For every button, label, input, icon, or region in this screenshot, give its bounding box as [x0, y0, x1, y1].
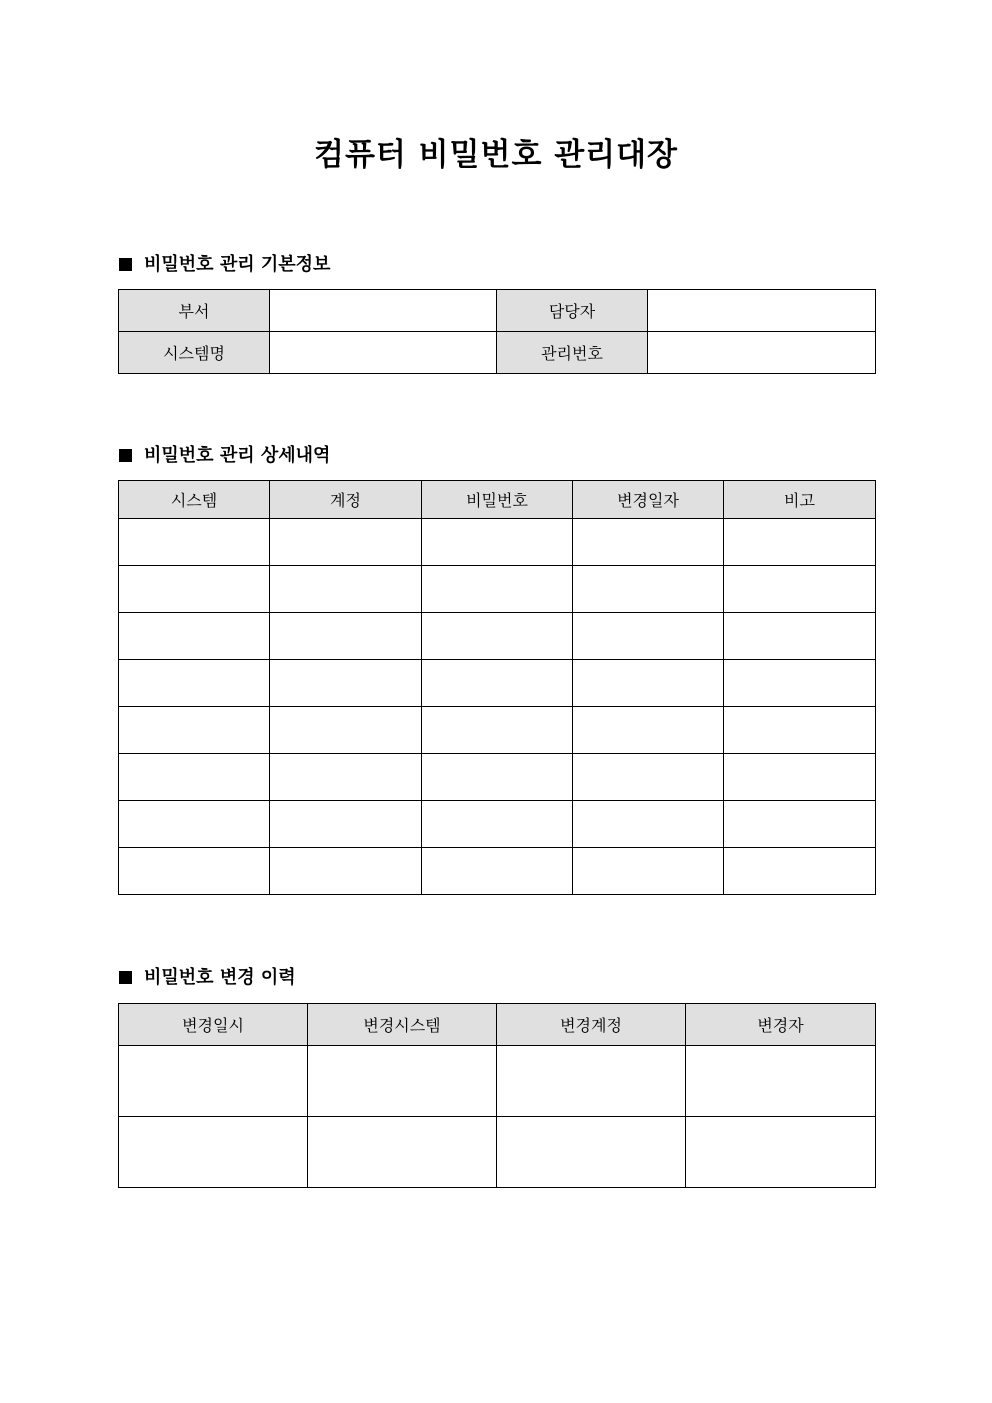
value-department[interactable] — [270, 290, 497, 332]
table-cell[interactable] — [724, 707, 876, 754]
table-header-row — [119, 481, 876, 519]
section-heading-basic-info — [119, 253, 330, 277]
table-cell[interactable] — [308, 1046, 497, 1117]
table-cell[interactable] — [573, 801, 724, 848]
section-heading-details-text: 비밀번호 관리 상세내역 — [144, 445, 331, 466]
table-cell[interactable] — [422, 613, 573, 660]
section-heading-details — [119, 444, 330, 468]
table-cell[interactable] — [724, 660, 876, 707]
column-header-changed-system: 변경시스템 — [308, 1004, 497, 1046]
section-heading-history — [119, 966, 296, 990]
table-cell[interactable] — [573, 613, 724, 660]
label-system-name: 시스템명 — [119, 332, 270, 374]
table-cell[interactable] — [422, 801, 573, 848]
table-cell[interactable] — [119, 707, 270, 754]
value-system-name[interactable] — [270, 332, 497, 374]
label-manager: 담당자 — [497, 290, 648, 332]
table-cell[interactable] — [686, 1117, 876, 1188]
table-cell[interactable] — [573, 707, 724, 754]
table-cell[interactable] — [497, 1046, 686, 1117]
table-row — [119, 660, 876, 707]
table-row — [119, 519, 876, 566]
table-cell[interactable] — [119, 566, 270, 613]
table-cell[interactable] — [119, 754, 270, 801]
square-bullet-icon — [119, 971, 132, 984]
table-header-row — [119, 1004, 876, 1046]
table-cell[interactable] — [724, 519, 876, 566]
value-manager[interactable] — [648, 290, 876, 332]
table-cell[interactable] — [724, 566, 876, 613]
table-cell[interactable] — [422, 754, 573, 801]
history-table — [118, 1003, 876, 1188]
table-cell[interactable] — [270, 848, 422, 895]
table-cell[interactable] — [270, 801, 422, 848]
table-cell[interactable] — [724, 848, 876, 895]
table-cell[interactable] — [270, 519, 422, 566]
column-header-system: 시스템 — [119, 481, 270, 519]
table-cell[interactable] — [119, 660, 270, 707]
column-header-changed-account: 변경계정 — [497, 1004, 686, 1046]
label-management-number: 관리번호 — [497, 332, 648, 374]
table-cell[interactable] — [686, 1046, 876, 1117]
column-header-change-date: 변경일자 — [573, 481, 724, 519]
table-cell[interactable] — [422, 566, 573, 613]
table-row — [119, 1046, 876, 1117]
column-header-account: 계정 — [270, 481, 422, 519]
document-title: 컴퓨터 비밀번호 관리대장 — [314, 137, 678, 173]
table-cell[interactable] — [573, 660, 724, 707]
table-cell[interactable] — [270, 566, 422, 613]
table-row — [119, 1117, 876, 1188]
table-row — [119, 754, 876, 801]
section-heading-history-text: 비밀번호 변경 이력 — [144, 967, 296, 988]
table-cell[interactable] — [119, 1117, 308, 1188]
table-cell[interactable] — [308, 1117, 497, 1188]
table-cell[interactable] — [724, 754, 876, 801]
table-cell[interactable] — [573, 566, 724, 613]
label-department: 부서 — [119, 290, 270, 332]
table-cell[interactable] — [497, 1117, 686, 1188]
table-cell[interactable] — [270, 660, 422, 707]
table-cell[interactable] — [119, 1046, 308, 1117]
table-cell[interactable] — [422, 519, 573, 566]
table-cell[interactable] — [119, 519, 270, 566]
square-bullet-icon — [119, 449, 132, 462]
table-row — [119, 566, 876, 613]
table-row — [119, 613, 876, 660]
square-bullet-icon — [119, 258, 132, 271]
table-cell[interactable] — [573, 848, 724, 895]
table-cell[interactable] — [119, 848, 270, 895]
details-table — [118, 480, 876, 895]
column-header-password: 비밀번호 — [422, 481, 573, 519]
section-heading-basic-info-text: 비밀번호 관리 기본정보 — [144, 254, 331, 275]
table-cell[interactable] — [270, 754, 422, 801]
table-cell[interactable] — [573, 754, 724, 801]
table-cell[interactable] — [422, 848, 573, 895]
table-row — [119, 801, 876, 848]
table-cell[interactable] — [422, 707, 573, 754]
basic-info-table — [118, 289, 876, 374]
table-cell[interactable] — [724, 801, 876, 848]
table-cell[interactable] — [270, 707, 422, 754]
table-cell[interactable] — [573, 519, 724, 566]
column-header-change-datetime: 변경일시 — [119, 1004, 308, 1046]
table-cell[interactable] — [270, 613, 422, 660]
value-management-number[interactable] — [648, 332, 876, 374]
table-row — [119, 290, 876, 332]
column-header-remarks: 비고 — [724, 481, 876, 519]
table-cell[interactable] — [422, 660, 573, 707]
column-header-changed-by: 변경자 — [686, 1004, 876, 1046]
table-cell[interactable] — [119, 613, 270, 660]
table-row — [119, 848, 876, 895]
table-cell[interactable] — [119, 801, 270, 848]
table-row — [119, 707, 876, 754]
table-row — [119, 332, 876, 374]
table-cell[interactable] — [724, 613, 876, 660]
